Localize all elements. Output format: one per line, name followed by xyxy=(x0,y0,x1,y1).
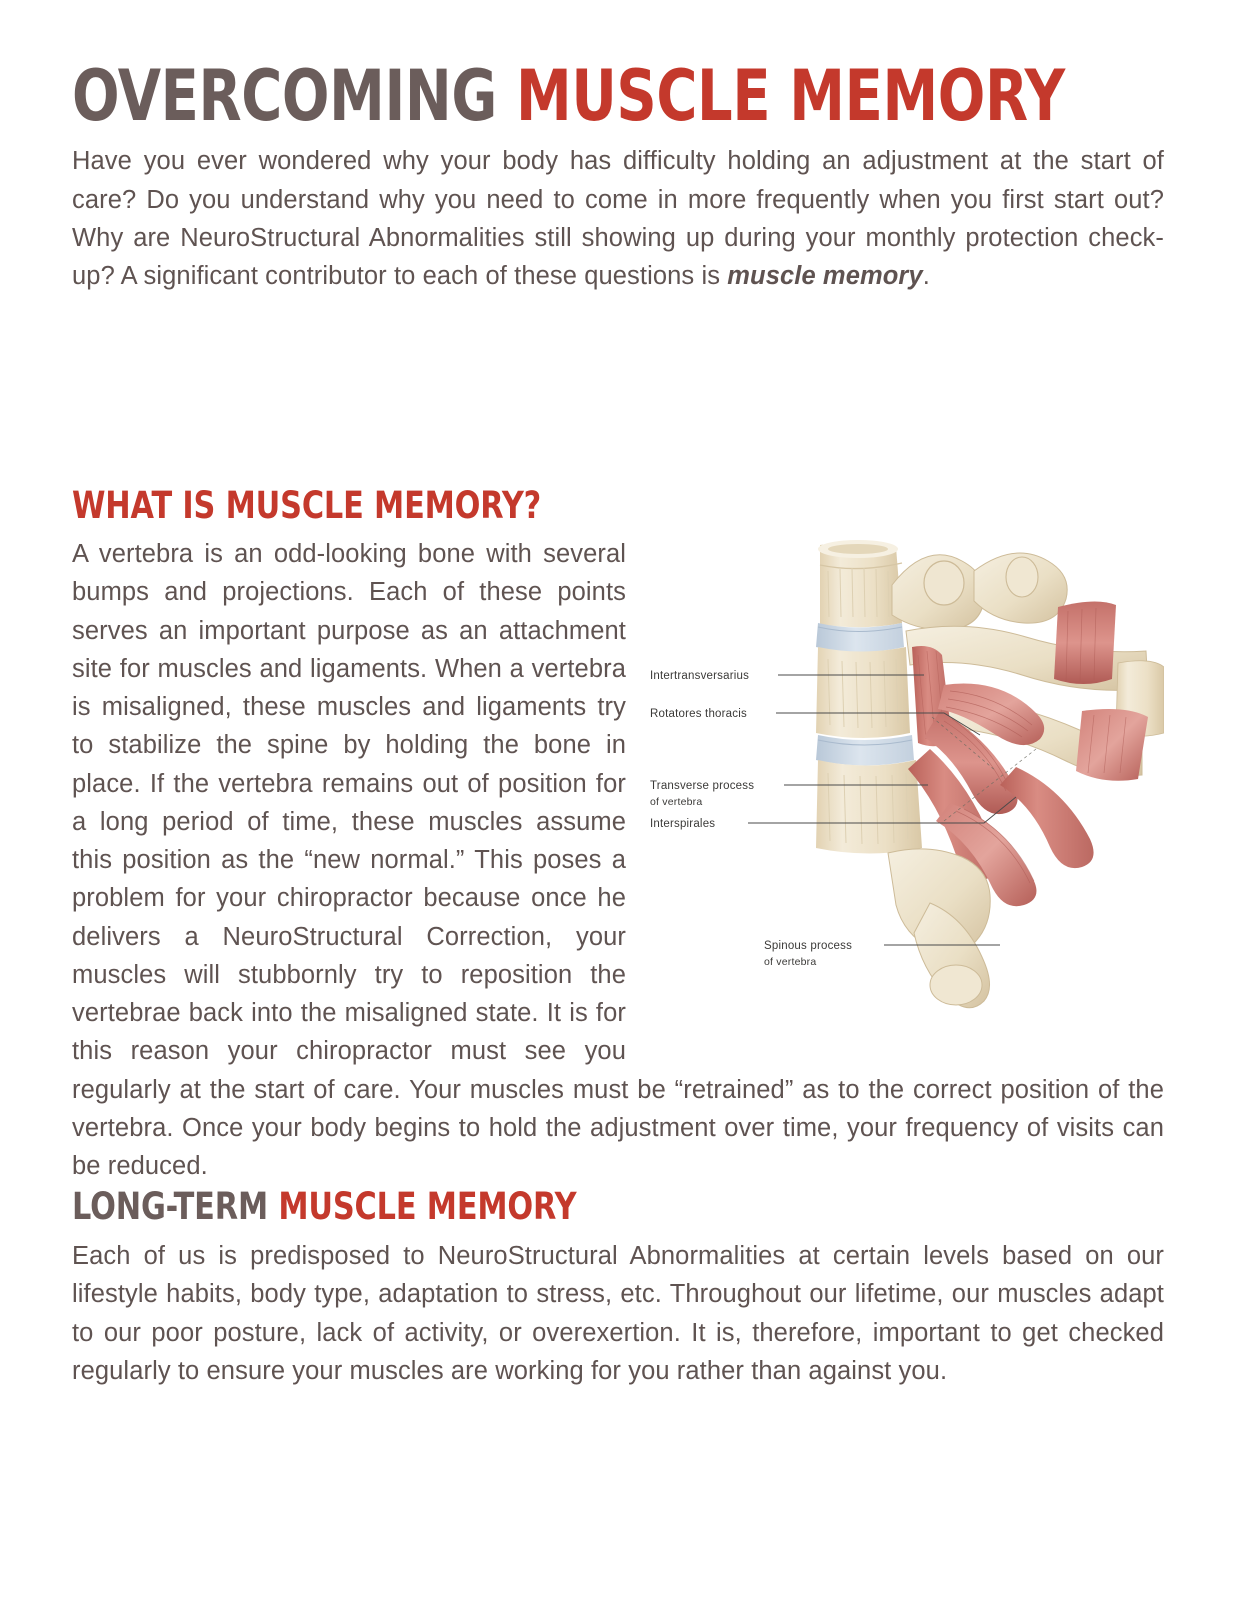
page-title xyxy=(72,0,1065,137)
anatomy-figure xyxy=(644,535,1164,1035)
section-what-is-muscle-memory-body: A vertebra is an odd-looking bone with several bumps and projections. Each of these points serves an important purpose as an attachment site for muscles and ligaments. When a vertebra is misaligned, these muscles and ligaments try to stabilize the spine by holding the bone in place. If the vertebra remains out of position for a long period of time, these muscles assume this position as the “new normal.” This poses a problem for your chiropractor because once he delivers a NeuroStructural Correction, your muscles will stubbornly try to reposition the vertebrae back into the misaligned state. It is for this reason your chiropractor must see you regularly at the start of care. Your muscles must be “retrained” as to the correct position of the vertebra. Once your body begins to hold the adjustment over time, your frequency of visits can be reduced. xyxy=(72,540,1164,1180)
section-long-term-body: Each of us is predisposed to NeuroStructural Abnormalities at certain levels based on our lifestyle habits, body type, adaptation to stress, etc. Throughout our lifetime, our muscles adapt to our poor posture, lack of activity, or overexertion. It is, therefore, important to get checked regularly to ensure your muscles are working for you rather than against you. xyxy=(72,1242,1164,1385)
label-transverse-process-line2: of vertebra xyxy=(650,796,703,808)
section-long-term-content xyxy=(72,1237,1164,1390)
label-interspirales: Interspirales xyxy=(650,818,716,830)
section-heading-long-term-muscle-memory xyxy=(72,1185,577,1228)
label-spinous-process-line1: Spinous process xyxy=(764,940,853,952)
section-heading-muscle-memory-text: MUSCLE MEMORY xyxy=(278,1185,577,1228)
label-intertransversarius: Intertransversarius xyxy=(650,670,750,682)
section-what-is-muscle-memory-content xyxy=(72,535,1164,1185)
intro-emphasis-muscle-memory: muscle memory xyxy=(727,262,923,291)
page-title-part-overcoming: OVERCOMING xyxy=(72,55,517,137)
section-heading-long-term-text: LONG-TERM xyxy=(72,1185,279,1228)
intervertebral-disc xyxy=(816,623,904,652)
section-heading-what-is-muscle-memory xyxy=(72,484,542,527)
label-transverse-process-line1: Transverse process xyxy=(650,780,755,792)
label-spinous-process-line2: of vertebra xyxy=(764,956,817,968)
label-rotatores-thoracis: Rotatores thoracis xyxy=(650,708,747,720)
intro-text-after-emphasis: . xyxy=(922,262,930,291)
page-title-part-muscle-memory: MUSCLE MEMORY xyxy=(516,55,1065,137)
vertebrae-muscle-illustration xyxy=(644,535,1164,1035)
section-heading-what-text: WHAT IS MUSCLE MEMORY? xyxy=(72,484,542,527)
intro-text-before-emphasis: Have you ever wondered why your body has difficulty holding an adjustment at the start of care? Do you understand why you need to come in more frequently when you first start out? Why are NeuroStructural Abnormalities still showing up during your monthly protection check-up? A significant contributor to each of these questions is xyxy=(72,147,1164,291)
intro-paragraph xyxy=(72,128,1164,295)
spinous-process xyxy=(888,849,990,1008)
